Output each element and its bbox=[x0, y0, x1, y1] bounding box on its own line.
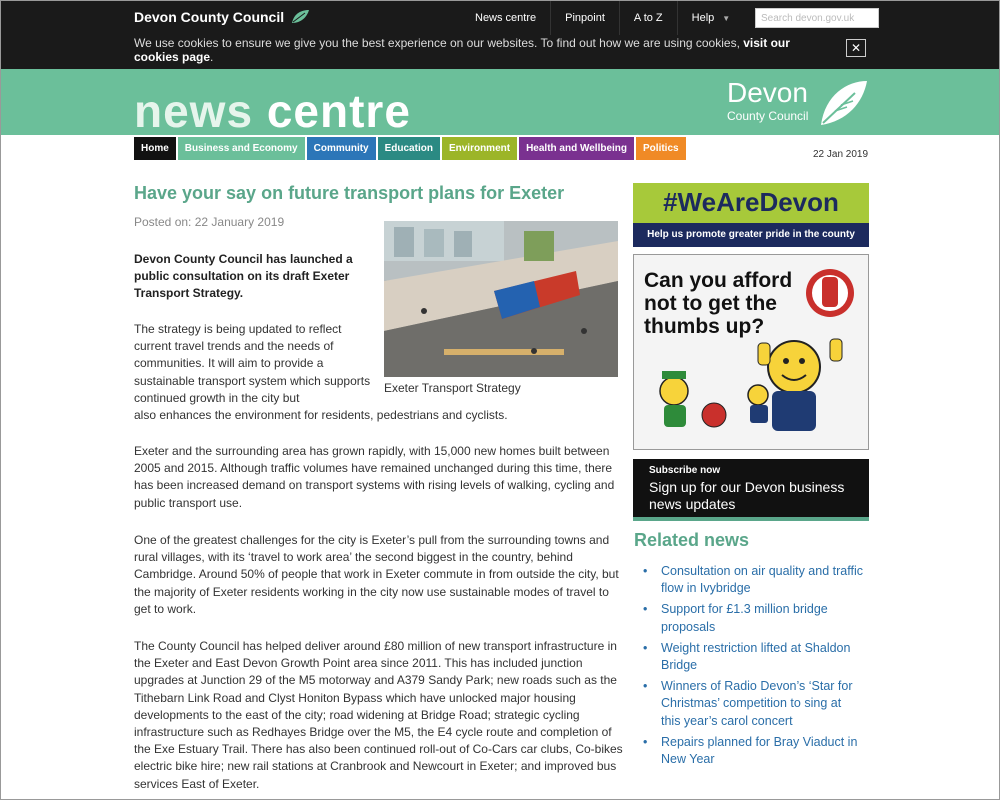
top-nav bbox=[461, 1, 744, 35]
related-news-link[interactable]: • Repairs planned for Bray Viaduct in New Year bbox=[643, 734, 863, 768]
logo-sub: County Council bbox=[727, 109, 809, 123]
title-news: news bbox=[134, 85, 254, 137]
nav-pinpoint[interactable]: Pinpoint bbox=[550, 1, 619, 35]
category-tabs bbox=[134, 137, 686, 160]
brand-logo[interactable] bbox=[134, 9, 310, 25]
wad-title: #WeAreDevon bbox=[663, 187, 839, 217]
related-news-link[interactable]: • Consultation on air quality and traffic flow in Ivybridge bbox=[643, 563, 863, 597]
cookie-bar bbox=[1, 35, 1000, 69]
nav-help[interactable] bbox=[677, 1, 745, 35]
subscribe-label: Subscribe now bbox=[649, 465, 721, 476]
leaf-logo-icon bbox=[817, 77, 869, 129]
related-news-link[interactable]: • Weight restriction lifted at Shaldon Bridge bbox=[643, 640, 863, 674]
related-news-list bbox=[643, 563, 863, 772]
chevron-down-icon: ▼ bbox=[722, 14, 731, 23]
nav-news-centre[interactable]: News centre bbox=[475, 12, 537, 24]
logo-name: Devon bbox=[727, 77, 808, 108]
article-paragraph-1b: also enhances the environment for residents, pedestrians and cyclists. bbox=[134, 408, 508, 422]
search-input[interactable] bbox=[755, 8, 879, 28]
tab-health-and-wellbeing[interactable]: Health and Wellbeing bbox=[519, 137, 634, 160]
cookie-link[interactable]: visit our cookies page bbox=[134, 36, 790, 64]
article-paragraph-3: One of the greatest challenges for the city is Exeter’s pull from the surrounding towns and rural villages, with its ‘travel to work area’ the second biggest in the country, behind Cambridge. Around 50% of people that work in Exeter commute in from outside the city, but the majority of Exeter residents working in the city now use sustainable modes of travel to get to work. bbox=[134, 533, 619, 616]
subscribe-box[interactable] bbox=[633, 459, 869, 521]
devon-logo[interactable] bbox=[727, 77, 872, 131]
tab-community[interactable]: Community bbox=[307, 137, 376, 160]
related-news-title: Related news bbox=[634, 530, 750, 550]
article-image[interactable] bbox=[384, 221, 618, 377]
tab-business-and-economy[interactable]: Business and Economy bbox=[178, 137, 305, 160]
posted-date: Posted on: 22 January 2019 bbox=[134, 215, 285, 229]
cookie-end: . bbox=[210, 50, 214, 64]
tab-environment[interactable]: Environment bbox=[442, 137, 517, 160]
thumbs-up-ad[interactable] bbox=[633, 254, 869, 450]
image-caption: Exeter Transport Strategy bbox=[384, 381, 521, 395]
close-icon[interactable]: ✕ bbox=[846, 39, 866, 57]
current-date: 22 Jan 2019 bbox=[813, 149, 869, 160]
article-paragraph-4: The County Council has helped deliver around £80 million of new transport infrastructure in the Exeter and East Devon Growth Point area since 2011. This has included junction upgrades at Junction 29 of the M5 motorway and A379 Sandy Park; new roads such as the Tithebarn Link Road and Clyst Honiton Bypass which have unlocked major housing developments to the east of the city; road widening at Bridge Road; strategic cycling infrastructure such as Redhayes Bridge over the M5, the E4 cycle route and completion of the Exe Estuary Trail. There has also been continued roll-out of Co-Cars car clubs, Co-bikes electric bike hire; new rail stations at Cranbrook and Newcourt in Exeter; and improved bus services East of Exeter. bbox=[134, 639, 623, 791]
wad-subtitle: Help us promote greater pride in the county bbox=[633, 223, 869, 247]
tab-politics[interactable]: Politics bbox=[636, 137, 686, 160]
thumbs-question: Can you afford not to get the thumbs up? bbox=[644, 269, 793, 338]
thumbs-mascot-illustration bbox=[634, 255, 869, 450]
related-news-link[interactable]: • Support for £1.3 million bridge proposals bbox=[643, 601, 863, 635]
subscribe-text: Sign up for our Devon business news updates bbox=[649, 479, 845, 512]
tab-education[interactable]: Education bbox=[378, 137, 440, 160]
article-paragraph-2: Exeter and the surrounding area has grown rapidly, with 15,000 new homes built between 2005 and 2015. Although traffic volumes have remained unchanged during this time, there has been increased demand on transport systems with rising levels of walking, cycling and public transport use. bbox=[134, 444, 615, 510]
article-paragraph-1a: The strategy is being updated to reflect current travel trends and the needs of communities. It will aim to provide a sustainable transport system which supports continued growth in the city but bbox=[134, 322, 371, 405]
nav-help-label: Help bbox=[691, 12, 715, 24]
article-lead: Devon County Council has launched a public consultation on its draft Exeter Transport Strategy. bbox=[134, 252, 353, 301]
related-news-link[interactable]: • Winners of Radio Devon’s ‘Star for Christmas’ competition to sing at this year’s carol concert bbox=[643, 678, 863, 730]
article-title: Have your say on future transport plans for Exeter bbox=[134, 183, 565, 203]
title-centre: centre bbox=[266, 85, 411, 137]
page-title bbox=[134, 81, 411, 141]
we-are-devon-banner[interactable] bbox=[633, 183, 869, 247]
tab-home[interactable]: Home bbox=[134, 137, 176, 160]
cookie-message bbox=[134, 36, 834, 64]
leaf-icon bbox=[290, 9, 310, 25]
top-bar bbox=[1, 1, 1000, 35]
nav-a-to-z[interactable]: A to Z bbox=[619, 1, 677, 35]
brand-name: Devon County Council bbox=[134, 9, 285, 25]
cookie-text: We use cookies to ensure we give you the best experience on our websites. To find out how we are using cookies, bbox=[134, 36, 744, 50]
